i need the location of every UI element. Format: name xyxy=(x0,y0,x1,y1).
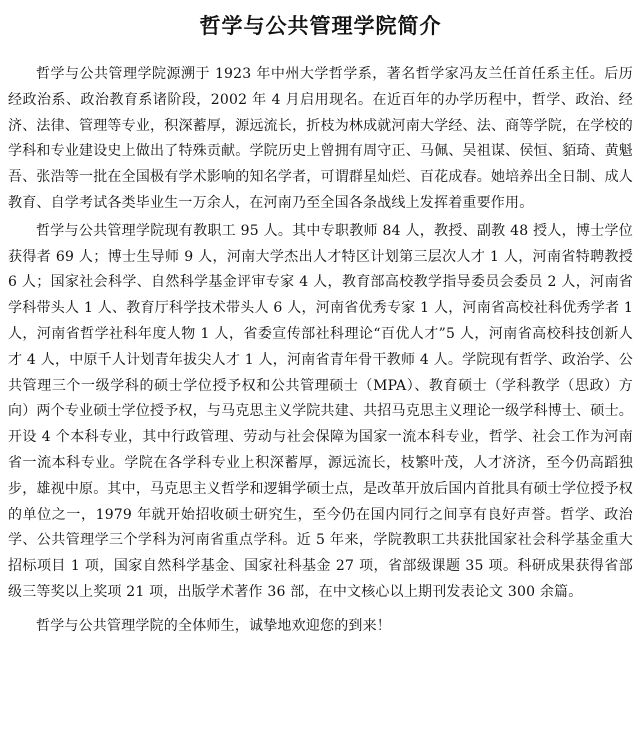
paragraph-faculty-and-programs: 哲学与公共管理学院现有教职工 95 人。其中专职教师 84 人，教授、副教 48 授人，博士学位获得者 69 人；博士生导师 9 人，河南大学杰出人才特区计划第三层次人才 1 人，河南省特聘教授 6 人；国家社会科学、自然科学基金评审专家 4 人，教育部高校教学指导委员会委员 2 人，河南省学科带头人 1 人、教育厅科学技术带头人 6 人，河南省优秀专家 1 人，河南省高校社科优秀学者 1 人，河南省哲学社科年度人物 1 人，省委宣传部社科理论“百优人才”5 人，河南省高校科技创新人才 4 人，中原千人计划青年拔尖人才 1 人，河南省青年骨干教师 4 人。学院现有哲学、政治学、公共管理三个一级学科的硕士学位授予权和公共管理硕士（MPA）、教育硕士（学科教学（思政）方向）两个专业硕士学位授予权，与马克思主义学院共建、共招马克思主义理论一级学科博士、硕士。开设 4 个本科专业，其中行政管理、劳动与社会保障为国家一流本科专业，哲学、社会工作为河南省一流本科专业。学院在各学科专业上积深蓄厚，源远流长，枝繁叶茂，人才济济，至今仍高蹈独步，雄视中原。其中，马克思主义哲学和逻辑学硕士点，是改革开放后国内首批具有硕士学位授予权的单位之一，1979 年就开始招收硕士研究生，至今仍在国内同行之间享有良好声誉。哲学、政治学、公共管理学三个学科为河南省重点学科。近 5 年来，学院教职工共获批国家社会科学基金重大招标项目 1 项，国家自然科学基金、国家社科基金 27 项，省部级课题 35 项。科研成果获得省部级三等奖以上奖项 21 项，出版学术著作 36 部，在中文核心以上期刊发表论文 300 余篇。 xyxy=(8,222,633,600)
document-title: 哲学与公共管理学院简介 xyxy=(199,14,442,38)
paragraph-history: 哲学与公共管理学院源溯于 1923 年中州大学哲学系，著名哲学家冯友兰任首任系主任。后历经政治系、政治教育系诸阶段，2002 年 4 月启用现名。在近百年的办学历程中，哲学、政治、经济、法律、管理等专业，积深蓄厚，源远流长，折枝为林成就河南大学经、法、商等学院，在学校的学科和专业建设史上做出了特殊贡献。学院历史上曾拥有周守正、马佩、吴祖谋、侯恒、貊琦、黄魁吾、张浩等一批在全国极有学术影响的知名学者，可谓群星灿烂、百花成春。她培养出全日制、成人教育、自学考试各类毕业生一万余人，在河南乃至全国各条战线上发挥着重要作用。 xyxy=(8,66,633,211)
paragraph-welcome: 哲学与公共管理学院的全体师生，诚挚地欢迎您的到来！ xyxy=(36,617,391,634)
